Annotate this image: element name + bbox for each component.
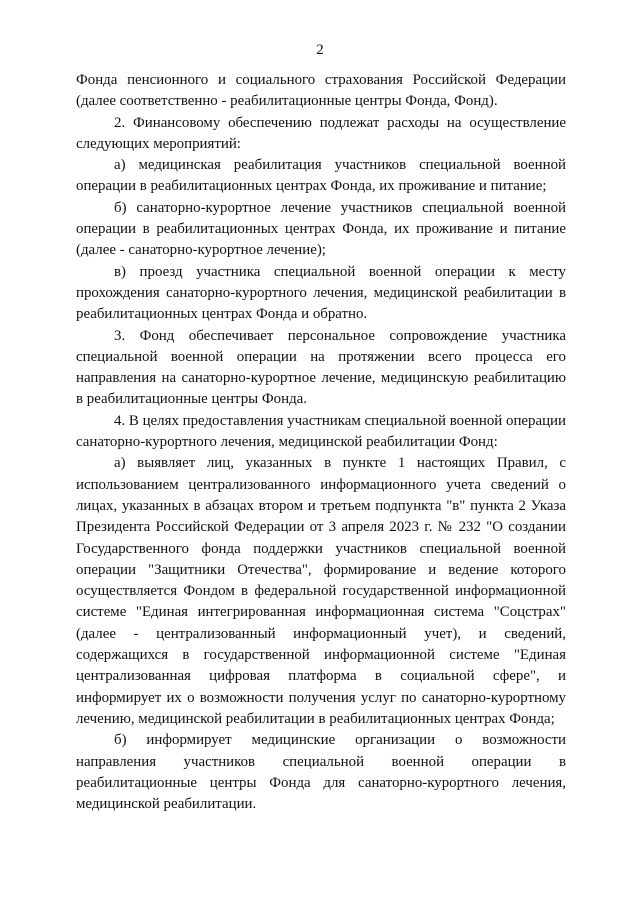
paragraph-subitem-4b: б) информирует медицинские организации о возможности направления участников специальной военной операции в реабилитационные центры Фонда для санаторно-курортного лечения, медицинской реабилитации. — [76, 732, 566, 813]
paragraph-item-4: 4. В целях предоставления участникам специальной военной операции санаторно-курортного лечения, медицинской реабилитации Фонд: — [76, 412, 566, 451]
paragraph-item-3: 3. Фонд обеспечивает персональное сопровождение участника специальной военной операции на протяжении всего процесса его направления на санаторно-курортное лечение, медицинскую реабилитацию в реабилитационные центры Фонда. — [76, 327, 566, 408]
paragraph-item-2: 2. Финансовому обеспечению подлежат расходы на осуществление следующих мероприятий: — [76, 114, 566, 152]
paragraph-continuation: Фонда пенсионного и социального страхования Российской Федерации (далее соответственно - реабилитационные центры Фонда, Фонд). — [76, 72, 566, 110]
paragraph-subitem-4a: а) выявляет лиц, указанных в пункте 1 настоящих Правил, с использованием централизованного информационного учета сведений о лицах, указанных в абзацах втором и третьем подпункта "в" пункта 2 Указа Президента Российской Федерации от 3 апреля 2023 г. № 232 "О создании Государственного фонда поддержки участников специальной военной операции "Защитники Отечества", формирование и ведение которого осуществляется Фондом в федеральной государственной информационной системе "Единая интегрированная информационная система "Соцстрах" (далее - централизованный информационный учет), и сведений, содержащихся в государственной информационной системе "Единая централизованная цифровая платформа в социальной сфере", и информирует их о возможности получения услуг по санаторно-курортному лечению, медицинской реабилитации в реабилитационных центрах Фонда; — [76, 455, 566, 727]
document-body — [76, 70, 566, 815]
page-number: 2 — [316, 42, 324, 58]
paragraph-subitem-2a: а) медицинская реабилитация участников специальной военной операции в реабилитационных центрах Фонда, их проживание и питание; — [76, 157, 566, 195]
paragraph-subitem-2b: б) санаторно-курортное лечение участников специальной военной операции в реабилитационных центрах Фонда, их проживание и питание (далее - санаторно-курортное лечение); — [76, 199, 566, 259]
paragraph-subitem-2v: в) проезд участника специальной военной операции к месту прохождения санаторно-курортного лечения, медицинской реабилитации в реабилитационных центрах Фонда и обратно. — [76, 263, 566, 323]
